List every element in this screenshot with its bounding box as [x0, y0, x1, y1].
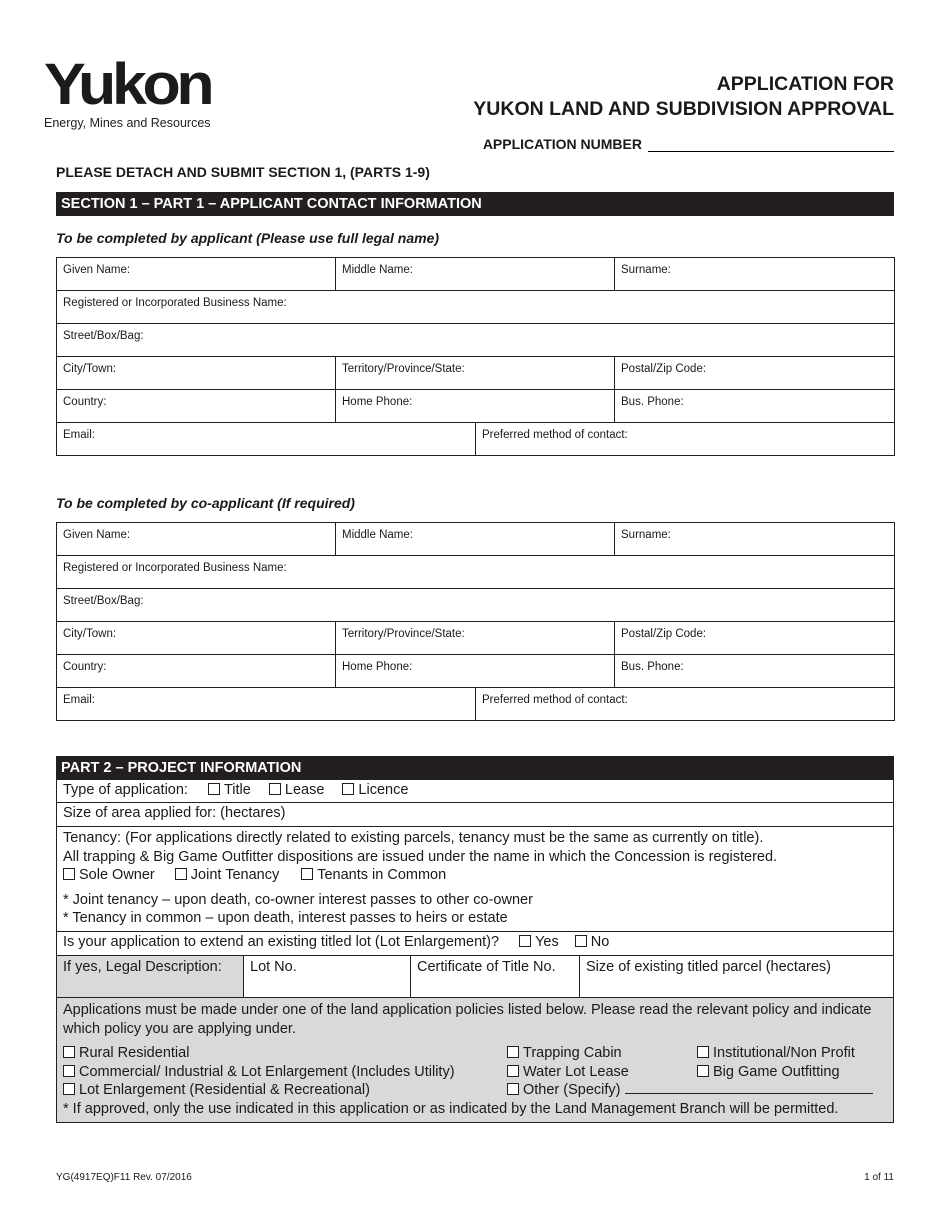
applicant-table: [56, 257, 895, 456]
application-number-label: APPLICATION NUMBER: [482, 136, 642, 152]
checkbox-icon[interactable]: [507, 1046, 519, 1058]
checkbox-icon[interactable]: [507, 1083, 519, 1095]
checkbox-icon[interactable]: [697, 1065, 709, 1077]
form-code: YG(4917EQ)F11 Rev. 07/2016: [56, 1172, 192, 1183]
applicant-email-field[interactable]: Email:: [57, 423, 476, 456]
applicant-street-field[interactable]: Street/Box/Bag:: [57, 324, 895, 357]
checkbox-icon[interactable]: [301, 868, 313, 880]
tenancy-line-2: All trapping & Big Game Outfitter dispositions are issued under the name in which the Concession is registered.: [63, 848, 778, 865]
extend-row: [57, 932, 893, 956]
policy-institutional[interactable]: Institutional/Non Profit: [697, 1044, 887, 1063]
policy-big-game-outfitting[interactable]: Big Game Outfitting: [697, 1063, 887, 1082]
applicant-territory-field[interactable]: Territory/Province/State:: [336, 357, 615, 390]
section1-bar: SECTION 1 – PART 1 – APPLICANT CONTACT INFORMATION: [56, 192, 894, 216]
coapplicant-street-field[interactable]: Street/Box/Bag:: [57, 589, 895, 622]
title-line-1: APPLICATION FOR: [716, 73, 894, 95]
legal-description-row: [57, 956, 893, 998]
lot-no-field[interactable]: Lot No.: [244, 956, 411, 997]
application-number-field[interactable]: [648, 137, 894, 152]
coapplicant-business-name-field[interactable]: Registered or Incorporated Business Name:: [57, 556, 895, 589]
coapplicant-preferred-contact-field[interactable]: Preferred method of contact:: [476, 688, 895, 721]
coapplicant-territory-field[interactable]: Territory/Province/State:: [336, 622, 615, 655]
checkbox-icon[interactable]: [175, 868, 187, 880]
other-specify-field[interactable]: [625, 1081, 873, 1094]
applicant-country-field[interactable]: Country:: [57, 390, 336, 423]
checkbox-icon[interactable]: [208, 783, 220, 795]
checkbox-icon[interactable]: [63, 868, 75, 880]
coapplicant-given-name-field[interactable]: Given Name:: [57, 523, 336, 556]
coapplicant-middle-name-field[interactable]: Middle Name:: [336, 523, 615, 556]
logo-subtitle: Energy, Mines and Resources: [44, 116, 211, 130]
policy-commercial-industrial[interactable]: Commercial/ Industrial & Lot Enlargement (Includes Utility): [63, 1063, 507, 1082]
checkbox-icon[interactable]: [269, 783, 281, 795]
application-number: [483, 136, 894, 152]
tenancy-sole-owner[interactable]: Sole Owner: [63, 867, 155, 883]
checkbox-icon[interactable]: [63, 1065, 75, 1077]
applicant-city-field[interactable]: City/Town:: [57, 357, 336, 390]
part2-bar: PART 2 – PROJECT INFORMATION: [56, 756, 894, 780]
common-tenancy-note: * Tenancy in common – upon death, interest passes to heirs or estate: [63, 910, 508, 926]
checkbox-icon[interactable]: [519, 935, 531, 947]
existing-parcel-size-field[interactable]: Size of existing titled parcel (hectares): [586, 959, 831, 975]
type-label: Type of application:: [63, 782, 188, 798]
checkbox-icon[interactable]: [63, 1083, 75, 1095]
page-number: 1 of 11: [864, 1172, 894, 1183]
coapplicant-country-field[interactable]: Country:: [57, 655, 336, 688]
approval-note: * If approved, only the use indicated in this application or as indicated by the Land Management Branch will be permitted.: [63, 1100, 839, 1117]
applicant-bus-phone-field[interactable]: Bus. Phone:: [615, 390, 895, 423]
checkbox-icon[interactable]: [63, 1046, 75, 1058]
applicant-preferred-contact-field[interactable]: Preferred method of contact:: [476, 423, 895, 456]
applicant-heading: To be completed by applicant (Please use full legal name): [56, 230, 440, 246]
coapplicant-email-field[interactable]: Email:: [57, 688, 476, 721]
checkbox-icon[interactable]: [342, 783, 354, 795]
applicant-surname-field[interactable]: Surname:: [615, 258, 895, 291]
type-option-licence[interactable]: Licence: [342, 782, 408, 798]
yukon-logo: [44, 52, 211, 130]
policy-lot-enlargement[interactable]: Lot Enlargement (Residential & Recreational): [63, 1081, 507, 1100]
policy-rural-residential[interactable]: Rural Residential: [63, 1044, 507, 1063]
tenancy-joint[interactable]: Joint Tenancy: [175, 867, 279, 883]
checkbox-icon[interactable]: [575, 935, 587, 947]
form-title: [473, 72, 894, 122]
applicant-home-phone-field[interactable]: Home Phone:: [336, 390, 615, 423]
applicant-given-name-field[interactable]: Given Name:: [57, 258, 336, 291]
applicant-middle-name-field[interactable]: Middle Name:: [336, 258, 615, 291]
coapplicant-city-field[interactable]: City/Town:: [57, 622, 336, 655]
tenancy-line-1: Tenancy: (For applications directly related to existing parcels, tenancy must be the same as currently on title).: [63, 830, 764, 846]
policy-options: [63, 1044, 887, 1100]
tenancy-common[interactable]: Tenants in Common: [301, 867, 446, 883]
policy-intro: Applications must be made under one of the land application policies listed below. Please read the relevant policy and indicate which policy you are applying under.: [63, 1002, 872, 1037]
policy-water-lot-lease[interactable]: Water Lot Lease: [507, 1063, 697, 1082]
detach-instruction: PLEASE DETACH AND SUBMIT SECTION 1, (PARTS 1-9): [56, 164, 430, 180]
coapplicant-home-phone-field[interactable]: Home Phone:: [336, 655, 615, 688]
coapplicant-bus-phone-field[interactable]: Bus. Phone:: [615, 655, 895, 688]
certificate-of-title-field[interactable]: Certificate of Title No.: [411, 956, 580, 997]
extend-question: Is your application to extend an existing titled lot (Lot Enlargement)?: [63, 934, 500, 950]
type-of-application-row: [57, 780, 893, 803]
applicant-business-name-field[interactable]: Registered or Incorporated Business Name:: [57, 291, 895, 324]
policy-section: [57, 998, 893, 1123]
coapplicant-table: [56, 522, 895, 721]
extend-yes[interactable]: Yes: [519, 934, 559, 950]
joint-tenancy-note: * Joint tenancy – upon death, co-owner interest passes to other co-owner: [63, 891, 533, 908]
title-line-2: YUKON LAND AND SUBDIVISION APPROVAL: [473, 98, 894, 120]
type-option-lease[interactable]: Lease: [269, 782, 325, 798]
logo-wordmark: Yukon: [44, 52, 211, 117]
tenancy-row: [57, 827, 893, 932]
checkbox-icon[interactable]: [507, 1065, 519, 1077]
coapplicant-postal-field[interactable]: Postal/Zip Code:: [615, 622, 895, 655]
part2-table: [56, 780, 894, 1123]
checkbox-icon[interactable]: [697, 1046, 709, 1058]
type-option-title[interactable]: Title: [208, 782, 251, 798]
policy-trapping-cabin[interactable]: Trapping Cabin: [507, 1044, 697, 1063]
tenancy-options: [63, 866, 887, 885]
size-row[interactable]: Size of area applied for: (hectares): [57, 803, 893, 827]
applicant-postal-field[interactable]: Postal/Zip Code:: [615, 357, 895, 390]
legal-description-label: If yes, Legal Description:: [57, 956, 244, 997]
coapplicant-heading: To be completed by co-applicant (If required): [56, 495, 355, 511]
policy-other[interactable]: Other (Specify): [507, 1081, 887, 1100]
coapplicant-surname-field[interactable]: Surname:: [615, 523, 895, 556]
extend-no[interactable]: No: [575, 934, 610, 950]
